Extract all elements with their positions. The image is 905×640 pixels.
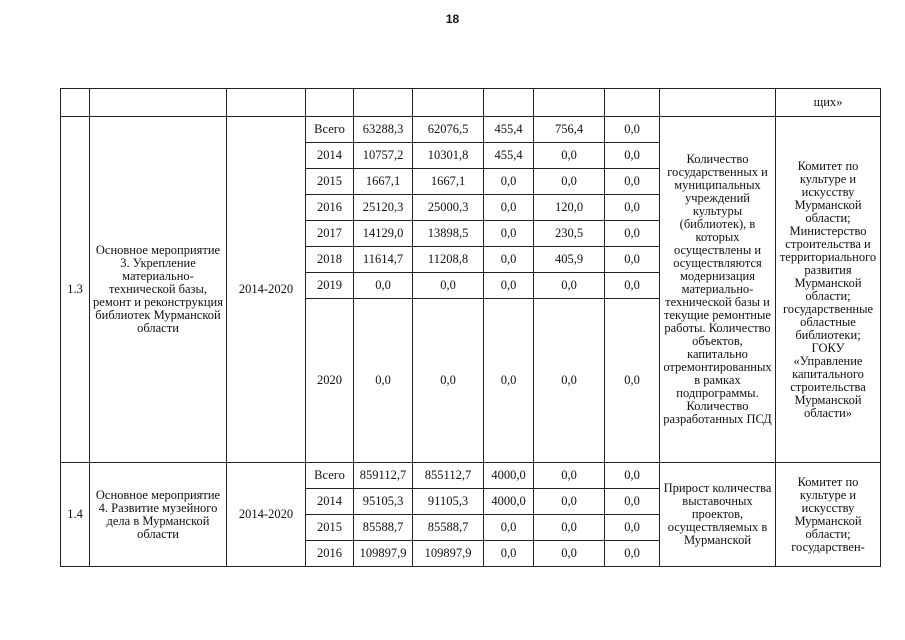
value-regional: 1667,1 bbox=[413, 169, 484, 195]
value-total: 0,0 bbox=[354, 299, 413, 463]
value-local: 0,0 bbox=[534, 515, 605, 541]
value-total: 11614,7 bbox=[354, 247, 413, 273]
value-local: 230,5 bbox=[534, 221, 605, 247]
table-cell bbox=[61, 89, 90, 117]
value-local: 0,0 bbox=[534, 273, 605, 299]
year-cell: 2014 bbox=[306, 489, 354, 515]
value-regional: 109897,9 bbox=[413, 541, 484, 567]
period: 2014-2020 bbox=[227, 463, 306, 567]
value-federal: 455,4 bbox=[484, 117, 534, 143]
item-number: 1.4 bbox=[61, 463, 90, 567]
value-local: 120,0 bbox=[534, 195, 605, 221]
value-total: 0,0 bbox=[354, 273, 413, 299]
year-cell: 2018 bbox=[306, 247, 354, 273]
value-regional: 0,0 bbox=[413, 299, 484, 463]
value-total: 109897,9 bbox=[354, 541, 413, 567]
table-cell bbox=[660, 89, 776, 117]
responsible: Комитет по культуре и искусству Мурманской области; государствен- bbox=[776, 463, 881, 567]
value-federal: 0,0 bbox=[484, 169, 534, 195]
value-local: 0,0 bbox=[534, 169, 605, 195]
activity-name: Основное мероприятие 3. Укрепление материально-технической базы, ремонт и реконструкция библиотек Мурманской области bbox=[90, 117, 227, 463]
item-number: 1.3 bbox=[61, 117, 90, 463]
value-federal: 455,4 bbox=[484, 143, 534, 169]
program-activities-table bbox=[60, 88, 881, 567]
year-cell: 2015 bbox=[306, 169, 354, 195]
value-regional: 62076,5 bbox=[413, 117, 484, 143]
table-cell bbox=[90, 89, 227, 117]
value-total: 25120,3 bbox=[354, 195, 413, 221]
table-row bbox=[61, 117, 881, 143]
value-regional: 25000,3 bbox=[413, 195, 484, 221]
value-total: 859112,7 bbox=[354, 463, 413, 489]
value-other: 0,0 bbox=[605, 541, 660, 567]
table-cell bbox=[605, 89, 660, 117]
table-cell bbox=[534, 89, 605, 117]
value-local: 0,0 bbox=[534, 489, 605, 515]
value-federal: 4000,0 bbox=[484, 489, 534, 515]
value-federal: 4000,0 bbox=[484, 463, 534, 489]
value-local: 0,0 bbox=[534, 143, 605, 169]
table-row bbox=[61, 463, 881, 489]
value-other: 0,0 bbox=[605, 143, 660, 169]
value-local: 756,4 bbox=[534, 117, 605, 143]
year-cell: 2019 bbox=[306, 273, 354, 299]
value-federal: 0,0 bbox=[484, 515, 534, 541]
continuation-row bbox=[61, 89, 881, 117]
value-other: 0,0 bbox=[605, 489, 660, 515]
year-cell: 2020 bbox=[306, 299, 354, 463]
value-other: 0,0 bbox=[605, 463, 660, 489]
responsible-tail: щих» bbox=[776, 89, 881, 117]
responsible: Комитет по культуре и искусству Мурманской области; Министерство строительства и территориального развития Мурманской области; государственные областные библиотеки; ГОКУ «Управление капитального строительства Мурманской области» bbox=[776, 117, 881, 463]
value-other: 0,0 bbox=[605, 273, 660, 299]
period: 2014-2020 bbox=[227, 117, 306, 463]
value-regional: 10301,8 bbox=[413, 143, 484, 169]
value-local: 0,0 bbox=[534, 541, 605, 567]
value-total: 95105,3 bbox=[354, 489, 413, 515]
year-cell: Всего bbox=[306, 463, 354, 489]
value-federal: 0,0 bbox=[484, 221, 534, 247]
value-total: 10757,2 bbox=[354, 143, 413, 169]
activity-name: Основное мероприятие 4. Развитие музейного дела в Мурманской области bbox=[90, 463, 227, 567]
table-cell bbox=[227, 89, 306, 117]
indicators: Прирост количества выставочных проектов, осуществляемых в Мурманской bbox=[660, 463, 776, 567]
value-other: 0,0 bbox=[605, 195, 660, 221]
value-regional: 85588,7 bbox=[413, 515, 484, 541]
value-total: 63288,3 bbox=[354, 117, 413, 143]
value-regional: 91105,3 bbox=[413, 489, 484, 515]
table-cell bbox=[484, 89, 534, 117]
value-other: 0,0 bbox=[605, 299, 660, 463]
value-local: 0,0 bbox=[534, 299, 605, 463]
table-cell bbox=[354, 89, 413, 117]
page-number: 18 bbox=[445, 12, 460, 26]
value-total: 85588,7 bbox=[354, 515, 413, 541]
value-total: 14129,0 bbox=[354, 221, 413, 247]
year-cell: 2016 bbox=[306, 541, 354, 567]
year-cell: 2014 bbox=[306, 143, 354, 169]
value-federal: 0,0 bbox=[484, 299, 534, 463]
year-cell: Всего bbox=[306, 117, 354, 143]
value-other: 0,0 bbox=[605, 515, 660, 541]
year-cell: 2017 bbox=[306, 221, 354, 247]
value-federal: 0,0 bbox=[484, 195, 534, 221]
value-regional: 855112,7 bbox=[413, 463, 484, 489]
value-regional: 11208,8 bbox=[413, 247, 484, 273]
value-regional: 13898,5 bbox=[413, 221, 484, 247]
value-other: 0,0 bbox=[605, 117, 660, 143]
value-other: 0,0 bbox=[605, 221, 660, 247]
value-total: 1667,1 bbox=[354, 169, 413, 195]
table-cell bbox=[413, 89, 484, 117]
year-cell: 2016 bbox=[306, 195, 354, 221]
table-cell bbox=[306, 89, 354, 117]
year-cell: 2015 bbox=[306, 515, 354, 541]
value-federal: 0,0 bbox=[484, 247, 534, 273]
value-federal: 0,0 bbox=[484, 273, 534, 299]
value-other: 0,0 bbox=[605, 169, 660, 195]
value-local: 0,0 bbox=[534, 463, 605, 489]
value-federal: 0,0 bbox=[484, 541, 534, 567]
value-regional: 0,0 bbox=[413, 273, 484, 299]
value-local: 405,9 bbox=[534, 247, 605, 273]
value-other: 0,0 bbox=[605, 247, 660, 273]
indicators: Количество государственных и муниципальных учреждений культуры (библиотек), в которых осуществлены и осуществляются модернизация материально-технической базы и текущие ремонтные работы. Количество объектов, капитально отремонтированных в рамках подпрограммы. Количество разработанных ПСД bbox=[660, 117, 776, 463]
